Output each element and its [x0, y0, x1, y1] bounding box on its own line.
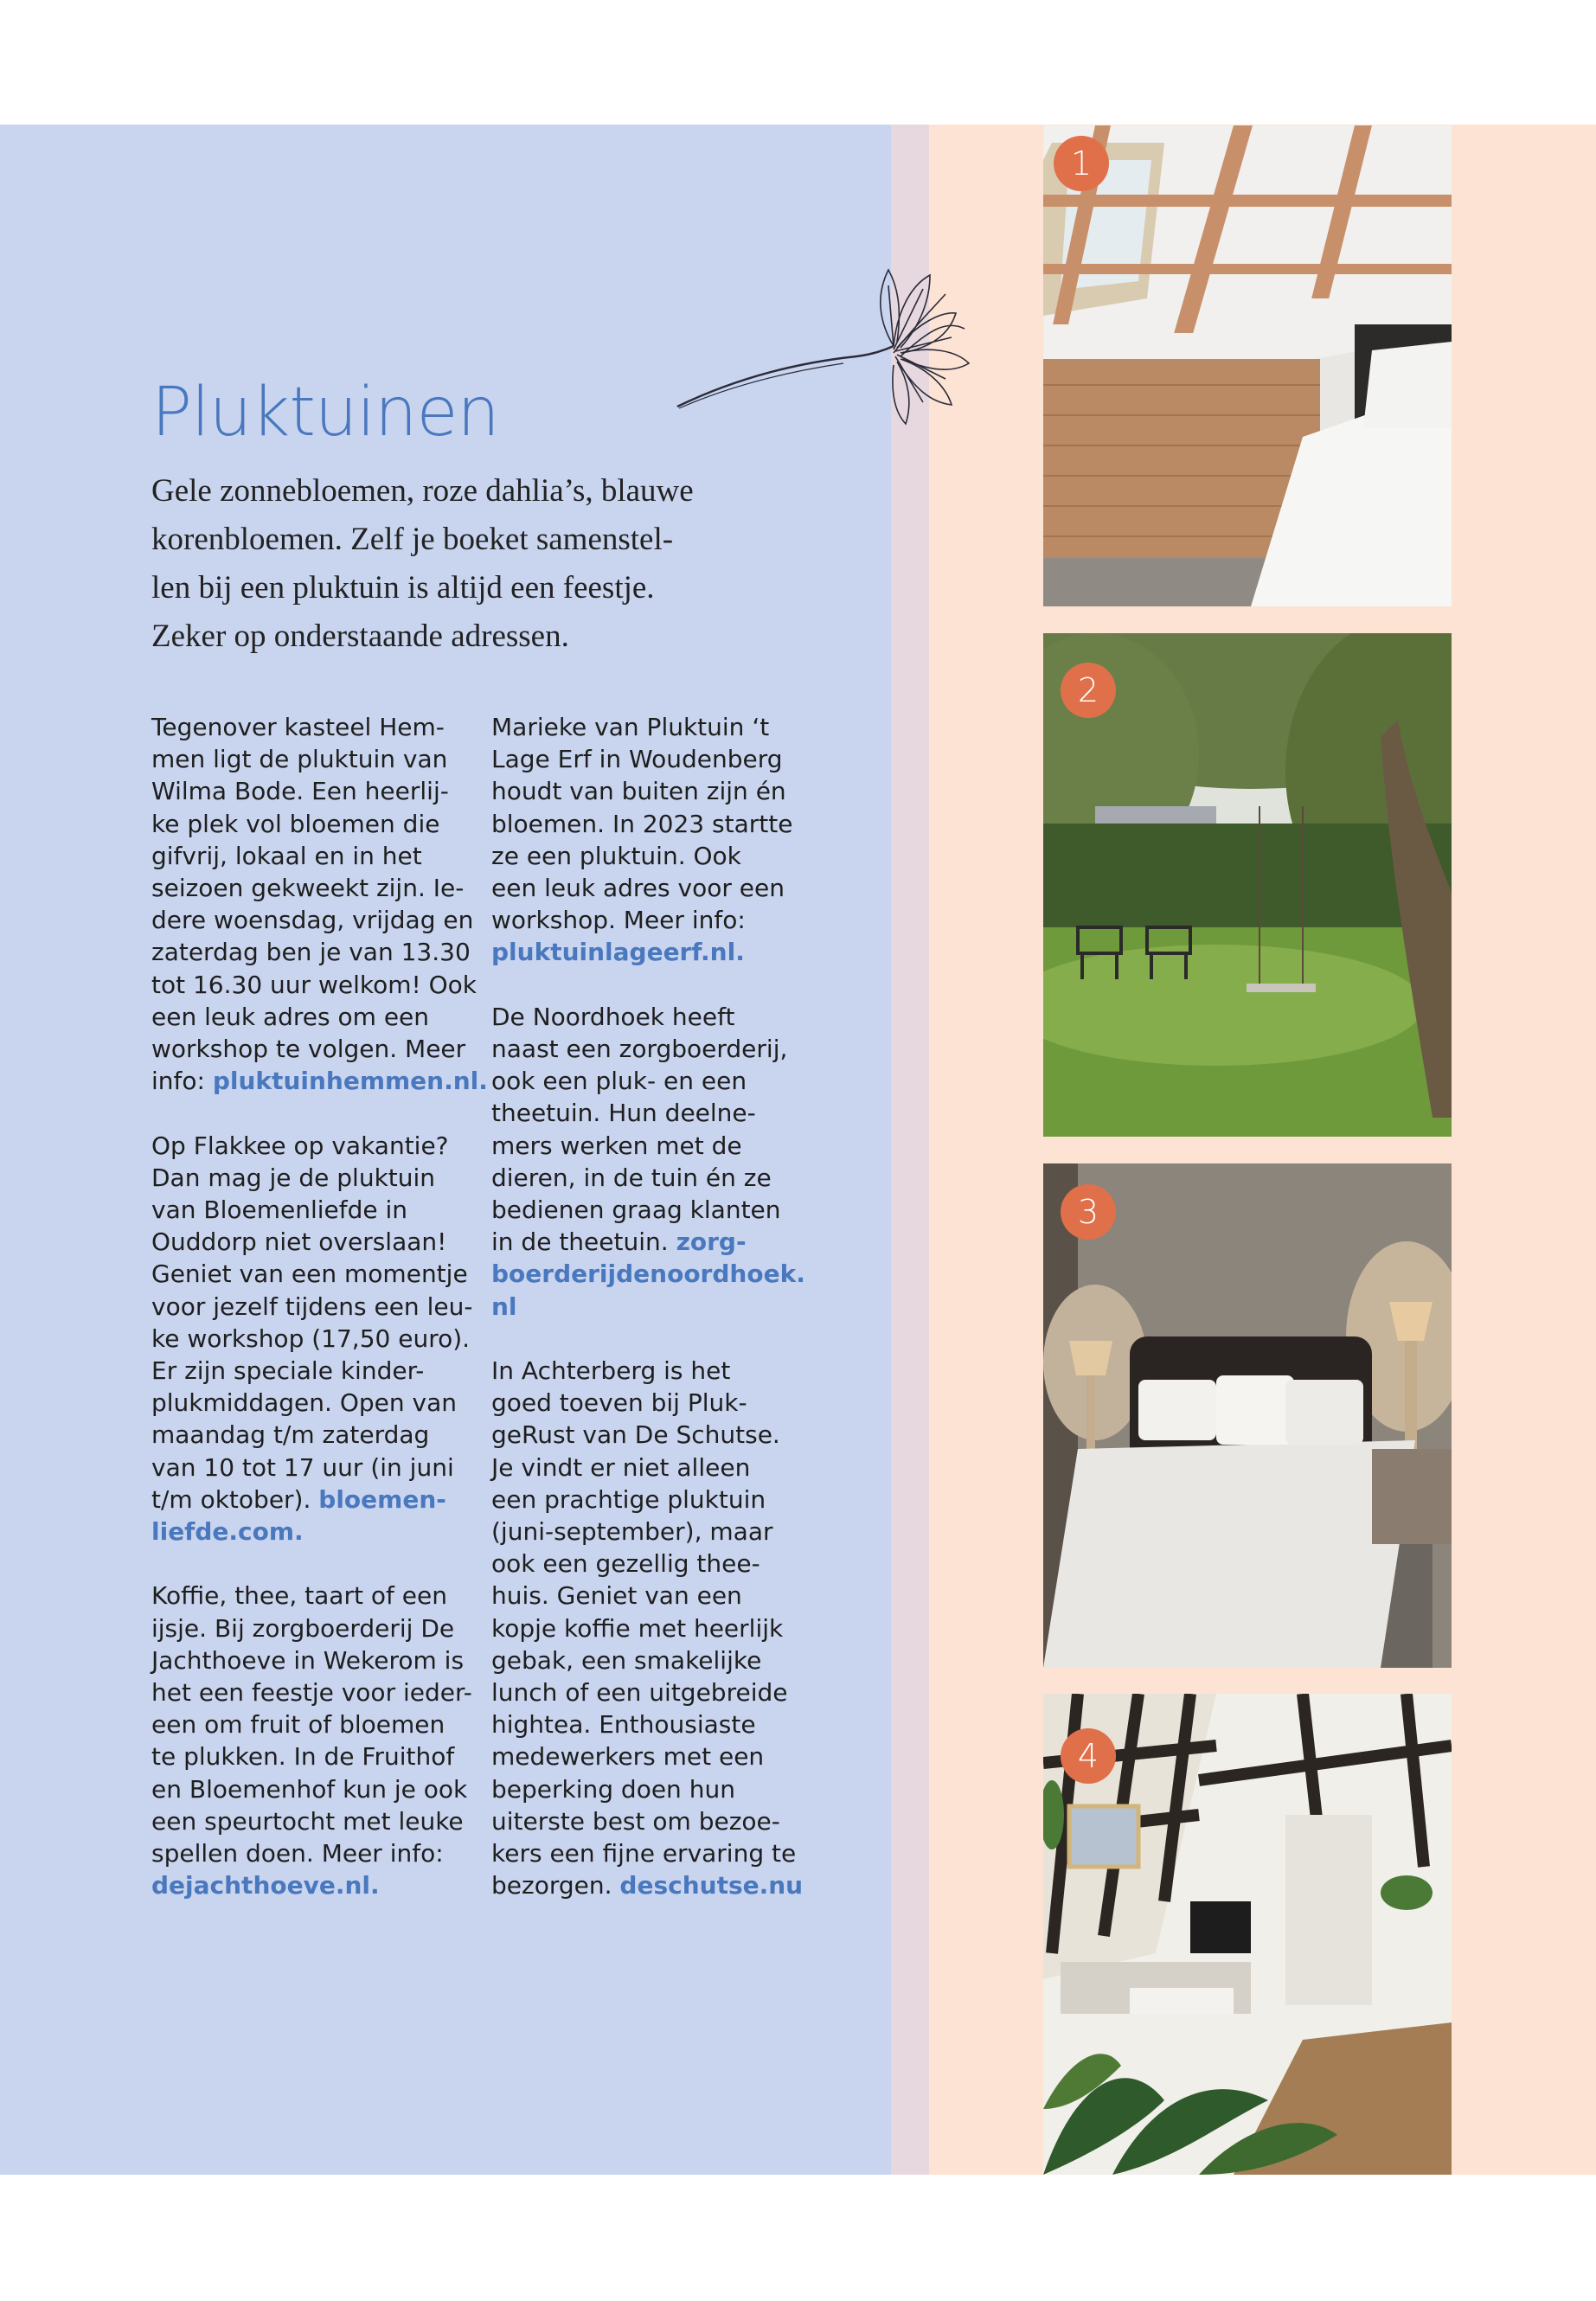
text-line: zaterdag ben je van 13.30 [151, 938, 471, 967]
text-line: dere woensdag, vrijdag en [151, 906, 474, 935]
link-zorgboerderij-part3[interactable]: nl [491, 1292, 517, 1321]
photo-loft-plants [1043, 1694, 1452, 2175]
text-line: houdt van buiten zijn én [491, 777, 786, 806]
text-line: huis. Geniet van een [491, 1581, 742, 1611]
text-fragment: t/m oktober). [151, 1484, 319, 1514]
text-line: gifvrij, lokaal en in het [151, 841, 422, 870]
text-line: De Noordhoek heeft [491, 1002, 735, 1031]
paragraph-lage-erf [491, 711, 811, 969]
text-line [491, 1226, 811, 1258]
text-line: Marieke van Pluktuin ‘t [491, 713, 770, 741]
text-line: workshop. Meer info: [491, 906, 746, 935]
photo-bedroom-lamps [1043, 1163, 1452, 1668]
text-line: plukmiddagen. Open van [151, 1388, 457, 1418]
text-line: Koffie, thee, taart of een [151, 1581, 447, 1611]
text-line: ke plek vol bloemen die [151, 809, 440, 838]
text-line: van 10 tot 17 uur (in juni [151, 1452, 454, 1482]
text-line: voor jezelf tijdens een leu- [151, 1292, 473, 1321]
text-line: gebak, een smakelijke [491, 1645, 762, 1675]
text-line: geRust van De Schutse. [491, 1420, 780, 1450]
text-line: Er zijn speciale kinder- [151, 1356, 425, 1386]
flower-illustration-icon [670, 260, 982, 458]
text-line: Ouddorp niet overslaan! [151, 1227, 447, 1257]
text-line: uiterste best om bezoe- [491, 1806, 780, 1836]
link-zorgboerderij-part1[interactable]: zorg- [676, 1227, 747, 1257]
text-line [491, 1869, 811, 1901]
photo-number-badge: 3 [1061, 1184, 1116, 1240]
text-line: kers een fijne ervaring te [491, 1839, 797, 1868]
text-line: dieren, in de tuin én ze [491, 1163, 772, 1192]
text-line: men ligt de pluktuin van [151, 745, 448, 774]
text-line: een leuk adres voor een [491, 874, 785, 903]
text-line: kopje koffie met heerlijk [491, 1613, 784, 1643]
text-line: ook een gezellig thee- [491, 1549, 760, 1579]
paragraph-hemmen [151, 711, 488, 1097]
intro-line: len bij een pluktuin is altijd een feestje. [151, 570, 655, 606]
text-line: bloemen. In 2023 startte [491, 809, 793, 838]
text-line: en Bloemenhof kun je ook [151, 1774, 468, 1804]
text-fragment: info: [151, 1067, 213, 1096]
intro-line: Gele zonnebloemen, roze dahlia’s, blauwe [151, 473, 694, 509]
text-line: seizoen gekweekt zijn. Ie- [151, 874, 465, 903]
text-line: een prachtige pluktuin [491, 1484, 766, 1514]
text-line: bedienen graag klanten [491, 1195, 781, 1225]
text-line: Jachthoeve in Wekerom is [151, 1645, 465, 1675]
text-line: beperking doen hun [491, 1774, 735, 1804]
intro-paragraph [151, 467, 774, 661]
text-line: Je vindt er niet alleen [491, 1452, 751, 1482]
text-line: Geniet van een momentje [151, 1259, 468, 1289]
photo-number-badge: 2 [1061, 663, 1116, 718]
text-line: medewerkers met een [491, 1742, 765, 1772]
photo-garden-swing [1043, 633, 1452, 1137]
text-line: ijsje. Bij zorgboerderij De [151, 1613, 455, 1643]
text-line: Op Flakkee op vakantie? [151, 1131, 449, 1160]
intro-line: Zeker op onderstaande adressen. [151, 619, 569, 654]
link-bloemenliefde-part2[interactable]: liefde.com. [151, 1517, 304, 1547]
photo-attic-bedroom [1043, 125, 1452, 606]
photo-number-badge: 4 [1061, 1728, 1116, 1784]
text-column-1 [151, 711, 488, 1934]
text-line [151, 1065, 488, 1097]
text-fragment: in de theetuin. [491, 1227, 676, 1257]
text-line: goed toeven bij Pluk- [491, 1388, 747, 1418]
text-line: (juni-september), maar [491, 1517, 773, 1547]
link-deschutse[interactable]: deschutse.nu [619, 1871, 804, 1900]
text-line: een om fruit of bloemen [151, 1710, 445, 1740]
text-line: naast een zorgboerderij, [491, 1035, 788, 1064]
text-line: ook een pluk- en een [491, 1067, 747, 1096]
text-line: mers werken met de [491, 1131, 742, 1160]
link-dejachthoeve[interactable]: dejachthoeve.nl. [151, 1871, 380, 1900]
paragraph-bloemenliefde [151, 1130, 471, 1548]
text-line: hightea. Enthousiaste [491, 1710, 756, 1740]
link-zorgboerderij-part2[interactable]: boerderijdenoordhoek. [491, 1259, 805, 1289]
link-pluktuinhemmen[interactable]: pluktuinhemmen.nl. [212, 1067, 488, 1096]
text-line: Tegenover kasteel Hem- [151, 713, 445, 741]
link-pluktuinlageerf[interactable]: pluktuinlageerf.nl. [491, 938, 745, 967]
text-fragment: bezorgen. [491, 1871, 620, 1900]
paragraph-noordhoek [491, 1001, 811, 1323]
text-line: een speurtocht met leuke [151, 1806, 464, 1836]
photo-number-badge: 1 [1054, 136, 1109, 191]
paragraph-jachthoeve [151, 1580, 471, 1901]
text-line: een leuk adres om een [151, 1002, 430, 1031]
text-line: lunch of een uitgebreide [491, 1678, 788, 1708]
text-line: Lage Erf in Woudenberg [491, 745, 783, 774]
text-column-2 [491, 711, 811, 1934]
text-line: ke workshop (17,50 euro). [151, 1324, 471, 1353]
text-line: Dan mag je de pluktuin [151, 1163, 436, 1192]
text-line: Wilma Bode. Een heerlij- [151, 777, 449, 806]
text-line: tot 16.30 uur welkom! Ook [151, 970, 477, 999]
link-bloemenliefde-part1[interactable]: bloemen- [318, 1484, 446, 1514]
text-line: In Achterberg is het [491, 1356, 731, 1386]
text-line: het een feestje voor ieder- [151, 1678, 472, 1708]
text-line: ze een pluktuin. Ook [491, 841, 741, 870]
intro-line: korenbloemen. Zelf je boeket samenstel- [151, 522, 674, 557]
text-line: theetuin. Hun deelne- [491, 1099, 756, 1128]
text-line: maandag t/m zaterdag [151, 1420, 430, 1450]
paragraph-schutse [491, 1355, 811, 1901]
text-line: workshop te volgen. Meer [151, 1035, 466, 1064]
page-title: Pluktuinen [151, 374, 499, 452]
text-line: te plukken. In de Fruithof [151, 1742, 455, 1772]
text-line [151, 1484, 471, 1516]
text-line: spellen doen. Meer info: [151, 1839, 444, 1868]
text-line: van Bloemenliefde in [151, 1195, 408, 1225]
